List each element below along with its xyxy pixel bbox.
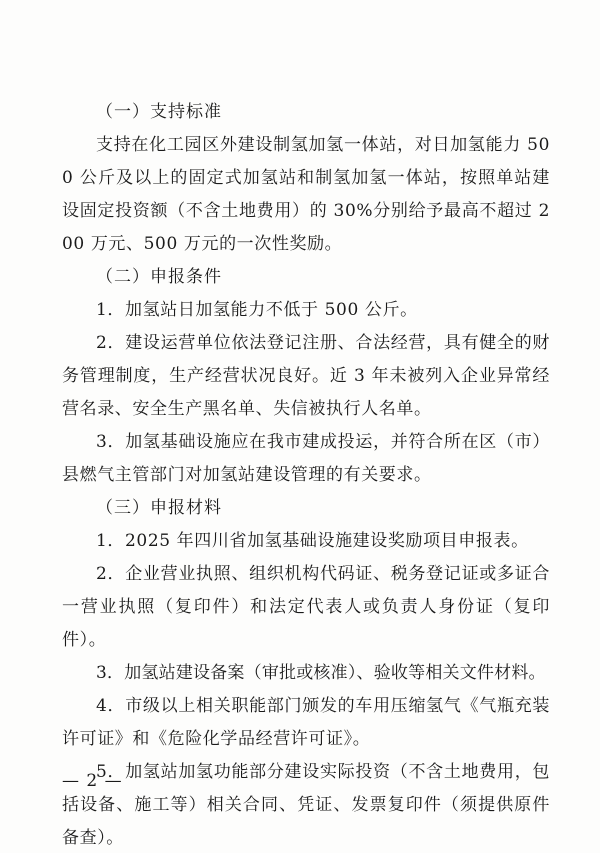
section-heading-support-standard: （一）支持标准 bbox=[96, 102, 222, 122]
material-item-5: 5．加氢站加氢功能部分建设实际投资（不含土地费用，包括设备、施工等）相关合同、凭证、发票复印件（须提供原件备查）。 bbox=[62, 762, 550, 848]
page-number: — 2 — bbox=[62, 771, 123, 791]
condition-item-2: 2．建设运营单位依法登记注册、合法经营，具有健全的财务管理制度，生产经营状况良好。近 3 年未被列入企业异常经营名录、安全生产黑名单、失信被执行人名单。 bbox=[62, 333, 550, 419]
document-body bbox=[62, 96, 550, 855]
material-item-3: 3．加氢站建设备案（审批或核准）、验收等相关文件材料。 bbox=[96, 663, 546, 683]
section-heading-application-conditions: （二）申报条件 bbox=[96, 267, 222, 287]
material-item-2: 2．企业营业执照、组织机构代码证、税务登记证或多证合一营业执照（复印件）和法定代表人或负责人身份证（复印件）。 bbox=[62, 564, 550, 650]
material-item-4: 4．市级以上相关职能部门颁发的车用压缩氢气《气瓶充装许可证》和《危险化学品经营许可证》。 bbox=[62, 696, 550, 749]
support-standard-paragraph: 支持在化工园区外建设制氢加氢一体站，对日加氢能力 500 公斤及以上的固定式加氢站和制氢加氢一体站，按照单站建设固定投资额（不含土地费用）的 30%分别给予最高不超过 200 万元、500 万元的一次性奖励。 bbox=[62, 135, 550, 254]
condition-item-1: 1．加氢站日加氢能力不低于 500 公斤。 bbox=[96, 300, 418, 320]
material-item-1: 1．2025 年四川省加氢基础设施建设奖励项目申报表。 bbox=[96, 531, 529, 551]
section-heading-application-materials: （三）申报材料 bbox=[96, 498, 222, 518]
condition-item-3: 3．加氢基础设施应在我市建成投运，并符合所在区（市）县燃气主管部门对加氢站建设管理的有关要求。 bbox=[62, 432, 550, 485]
